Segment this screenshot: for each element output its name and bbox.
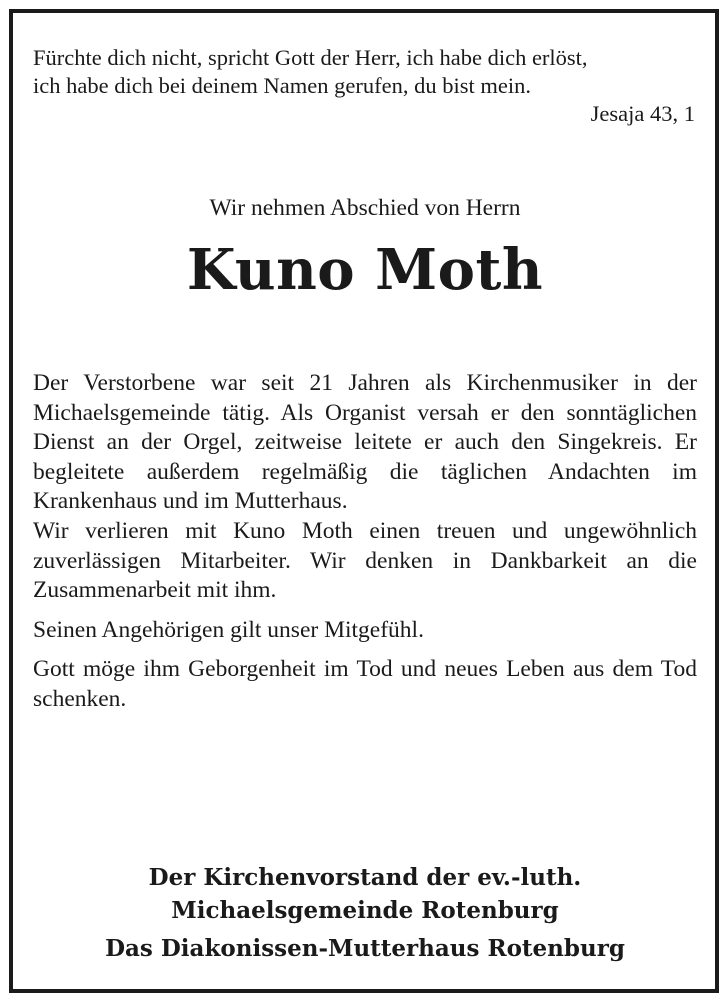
- signature-line-2: Michaelsgemeinde Rotenburg: [171, 897, 559, 924]
- verse-line-2: ich habe dich bei deinem Namen gerufen, du bist mein.: [33, 73, 531, 98]
- signature-line-3: Das Diakonissen-Mutterhaus Rotenburg: [105, 935, 625, 962]
- body-paragraph-1: Der Verstorbene war seit 21 Jahren als Kirchenmusiker in der Michaelsgemeinde tätig. Als Organist versah er den sonntäglichen Dienst an der Orgel, zeitweise leitete er auch den Singekreis. Er begleitete außerdem regelmäßig die täglichen Andachten im Krankenhaus und im Mutterhaus.: [33, 370, 697, 515]
- farewell-intro: Wir nehmen Abschied von Herrn: [209, 195, 521, 221]
- body-paragraph-2: Wir verlieren mit Kuno Moth einen treuen und ungewöhnlich zuverlässigen Mitarbeiter. Wir denken in Dankbarkeit an die Zusammenarbeit mit ihm.: [33, 517, 697, 604]
- signature-line-1: Der Kirchenvorstand der ev.-luth.: [148, 864, 582, 891]
- body-paragraph-4: Gott möge ihm Geborgenheit im Tod und neues Leben aus dem Tod schenken.: [33, 656, 697, 712]
- obituary-body: [33, 369, 697, 715]
- body-paragraph-3: Seinen Angehörigen gilt unser Mitgefühl.: [33, 616, 424, 643]
- deceased-name: Kuno Moth: [186, 237, 544, 303]
- bible-verse: [33, 44, 697, 128]
- obituary-content: [33, 13, 697, 989]
- verse-reference: Jesaja 43, 1: [590, 101, 695, 126]
- obituary-frame: [9, 9, 719, 993]
- verse-line-1: Fürchte dich nicht, spricht Gott der Herr, ich habe dich erlöst,: [33, 45, 588, 70]
- signature-block: [33, 861, 697, 965]
